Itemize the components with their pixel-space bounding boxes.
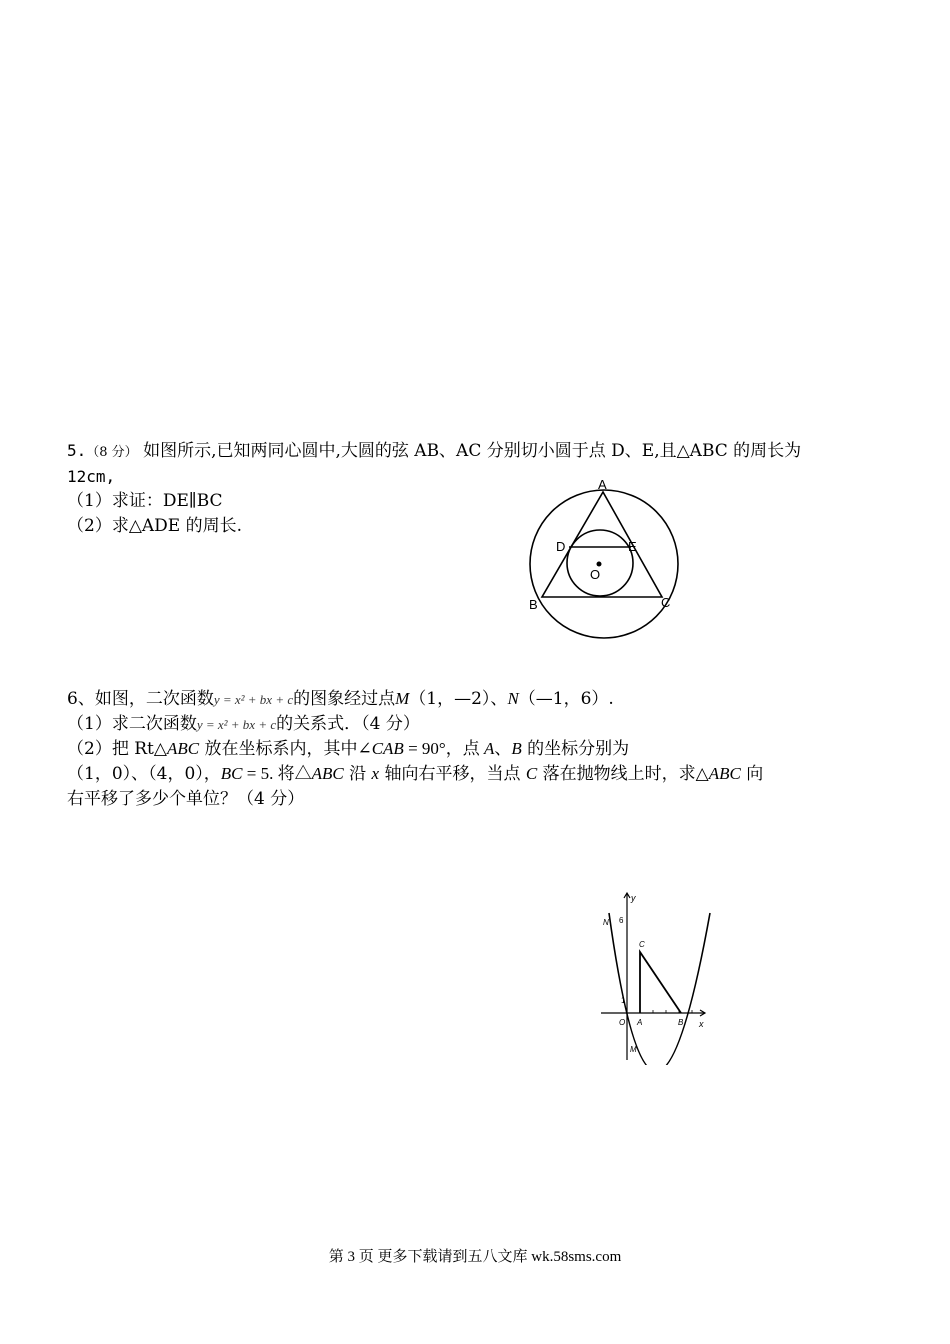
q6-l4-a: （1，0）、（4，0）， xyxy=(67,764,221,784)
label-B: B xyxy=(529,597,538,612)
label-x: x xyxy=(699,1019,704,1029)
q5-part1: （1）求证：DE∥BC xyxy=(67,491,223,511)
label-O: O xyxy=(619,1018,626,1027)
label-1: 1 xyxy=(621,996,626,1005)
label-C: C xyxy=(661,595,671,610)
q6-l3-cab: CAB xyxy=(371,739,404,758)
q6-l4-b: = 5. 将△ xyxy=(242,764,312,783)
label-D: D xyxy=(556,539,566,554)
q6-l3-B: B xyxy=(511,739,522,758)
q6-l4-d: 轴向右平移，当点 xyxy=(379,764,526,784)
label-O: O xyxy=(590,567,601,582)
q6-l1-text: 的图象经过点 xyxy=(293,689,396,709)
q6-l4-abc: ABC xyxy=(311,764,344,783)
q5-line2: 12cm, xyxy=(67,467,116,486)
q6-l1-coordM: （1，—2）、 xyxy=(409,689,508,709)
q6-point-M: M xyxy=(395,689,410,708)
q6-l2-text: 的关系式．（4 分） xyxy=(276,714,420,734)
triangle-abc xyxy=(640,952,681,1013)
q6-l4-bc: BC xyxy=(220,764,243,783)
q6-line5: 右平移了多少个单位？（4 分） xyxy=(67,789,305,809)
big-circle xyxy=(530,490,678,638)
q5-number: 5. xyxy=(67,441,87,460)
label-N: N xyxy=(603,918,609,927)
q6-line1 xyxy=(67,688,614,711)
q6-l3-a: （2）把 Rt△ xyxy=(67,739,167,759)
label-M: M xyxy=(630,1045,637,1054)
label-A: A xyxy=(637,1018,643,1027)
label-C: C xyxy=(639,940,645,949)
label-E: E xyxy=(628,539,637,554)
q6-l4-x: x xyxy=(371,764,380,783)
q5-figure xyxy=(520,475,700,640)
q5-part2: （2）求△ADE 的周长. xyxy=(67,516,243,536)
center-dot xyxy=(597,562,602,567)
q6-l1-intro: 6、如图，二次函数 xyxy=(67,689,214,709)
q6-line3 xyxy=(67,738,629,760)
q6-l1-formula: y = x² + bx + c xyxy=(213,692,294,707)
q6-l4-e: 落在抛物线上时，求△ xyxy=(537,764,709,784)
q6-line4 xyxy=(67,763,763,785)
q6-l3-A: A xyxy=(483,739,495,758)
q6-l4-c: 沿 xyxy=(343,764,372,784)
q6-l3-c: = 90°，点 xyxy=(403,739,484,758)
q6-l2-formula: y = x² + bx + c xyxy=(196,717,277,732)
label-y: y xyxy=(631,893,636,903)
q6-point-N: N xyxy=(507,689,519,708)
label-B: B xyxy=(678,1018,684,1027)
page-footer: 第 3 页 更多下载请到五八文库 wk.58sms.com xyxy=(328,1249,622,1265)
q6-l1-coordN: （—1，6）. xyxy=(518,689,614,709)
q6-l4-C: C xyxy=(525,764,538,783)
q5-line1 xyxy=(67,440,801,464)
q6-l4-f: 向 xyxy=(740,764,764,784)
q5-text: 如图所示,已知两同心圆中,大圆的弦 AB、AC 分别切小圆于点 D、E,且△ABC 的周长为 xyxy=(143,441,802,461)
q6-figure xyxy=(595,885,715,1065)
parabola xyxy=(609,913,710,1065)
label-A: A xyxy=(598,477,607,492)
q6-l3-e: 的坐标分别为 xyxy=(521,739,630,759)
q6-l3-b: 放在坐标系内，其中∠ xyxy=(199,739,372,759)
q6-l3-d: 、 xyxy=(494,739,512,759)
q5-score: （8 分） xyxy=(86,445,138,460)
q6-l4-abc2: ABC xyxy=(708,764,741,783)
label-6: 6 xyxy=(619,916,624,925)
q6-line2 xyxy=(67,713,420,736)
q6-l2-intro: （1）求二次函数 xyxy=(67,714,197,734)
q6-l3-abc: ABC xyxy=(166,739,200,758)
